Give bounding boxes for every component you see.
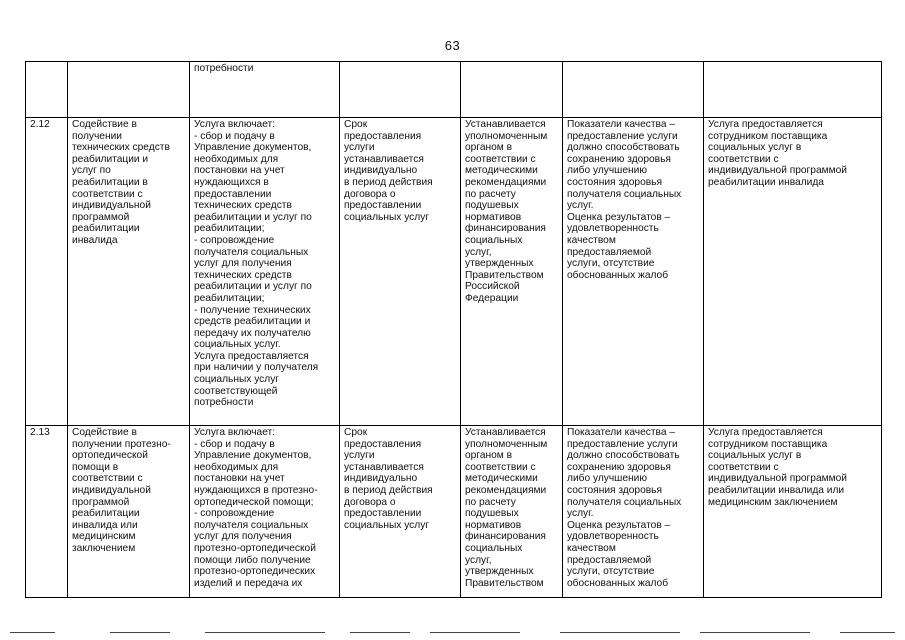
description-cell: потребности xyxy=(190,62,340,118)
scan-edge-line xyxy=(10,632,55,633)
table-row xyxy=(26,118,882,426)
table-row xyxy=(26,426,882,598)
scan-edge-line xyxy=(560,632,680,633)
quality-cell: Показатели качества – предоставление услуги должно способствовать сохранению здоровья либо улучшению состояния здоровья получателя социальных услуг. Оценка результатов – удовлетворенность качеством предоставляемой услуги, отсутствие обоснованных жалоб xyxy=(563,426,704,598)
service-cell xyxy=(68,62,190,118)
page-number: 63 xyxy=(444,38,461,53)
number-cell: 2.13 xyxy=(26,426,68,598)
quality-cell xyxy=(563,62,704,118)
term-cell: Срок предоставления услуги устанавливается индивидуально в период действия договора о предоставлении социальных услуг xyxy=(340,118,461,426)
term-cell xyxy=(340,62,461,118)
service-cell: Содействие в получении протезно- ортопедической помощи в соответствии с индивидуальной программой реабилитации инвалида или медицинским заключением xyxy=(68,426,190,598)
scan-edge-line xyxy=(430,632,520,633)
norm-cell xyxy=(461,62,563,118)
norm-cell: Устанавливается уполномоченным органом в соответствии с методическими рекомендациями по расчету подушевых нормативов финансирования социальных услуг, утвержденных Правительством Российской Федерации xyxy=(461,118,563,426)
service-cell: Содействие в получении технических средств реабилитации и услуг по реабилитации в соответствии с индивидуальной программой реабилитации инвалида xyxy=(68,118,190,426)
conditions-cell: Услуга предоставляется сотрудником поставщика социальных услуг в соответствии с индивидуальной программой реабилитации инвалида или медицинским заключением xyxy=(704,426,882,598)
scan-edge-line xyxy=(840,632,895,633)
number-cell xyxy=(26,62,68,118)
description-cell: Услуга включает: - сбор и подачу в Управление документов, необходимых для постановки на учет нуждающихся в протезно- ортопедической помощи; - сопровождение получателя социальных услуг для получения протезно-ортопедической помощи либо получение протезно-ортопедических изделий и передача их xyxy=(190,426,340,598)
services-table xyxy=(25,61,882,598)
term-cell: Срок предоставления услуги устанавливается индивидуально в период действия договора о предоставлении социальных услуг xyxy=(340,426,461,598)
scan-edge-line xyxy=(350,632,410,633)
conditions-cell xyxy=(704,62,882,118)
table-row xyxy=(26,62,882,118)
scan-edge-line xyxy=(205,632,325,633)
quality-cell: Показатели качества – предоставление услуги должно способствовать сохранению здоровья либо улучшению состояния здоровья получателя социальных услуг. Оценка результатов – удовлетворенность качеством предоставляемой услуги, отсутствие обоснованных жалоб xyxy=(563,118,704,426)
scan-edge-line xyxy=(700,632,810,633)
scan-edge-line xyxy=(110,632,170,633)
conditions-cell: Услуга предоставляется сотрудником поставщика социальных услуг в соответствии с индивидуальной программой реабилитации инвалида xyxy=(704,118,882,426)
norm-cell: Устанавливается уполномоченным органом в соответствии с методическими рекомендациями по расчету подушевых нормативов финансирования социальных услуг, утвержденных Правительством xyxy=(461,426,563,598)
number-cell: 2.12 xyxy=(26,118,68,426)
description-cell: Услуга включает: - сбор и подачу в Управление документов, необходимых для постановки на учет нуждающихся в предоставлении технических средств реабилитации и услуг по реабилитации; - сопровождение получателя социальных услуг для получения технических средств реабилитации и услуг по реабилитации; - получение технических средств реабилитации и передачу их получателю социальных услуг. Услуга предоставляется при наличии у получателя социальных услуг соответствующей потребности xyxy=(190,118,340,426)
